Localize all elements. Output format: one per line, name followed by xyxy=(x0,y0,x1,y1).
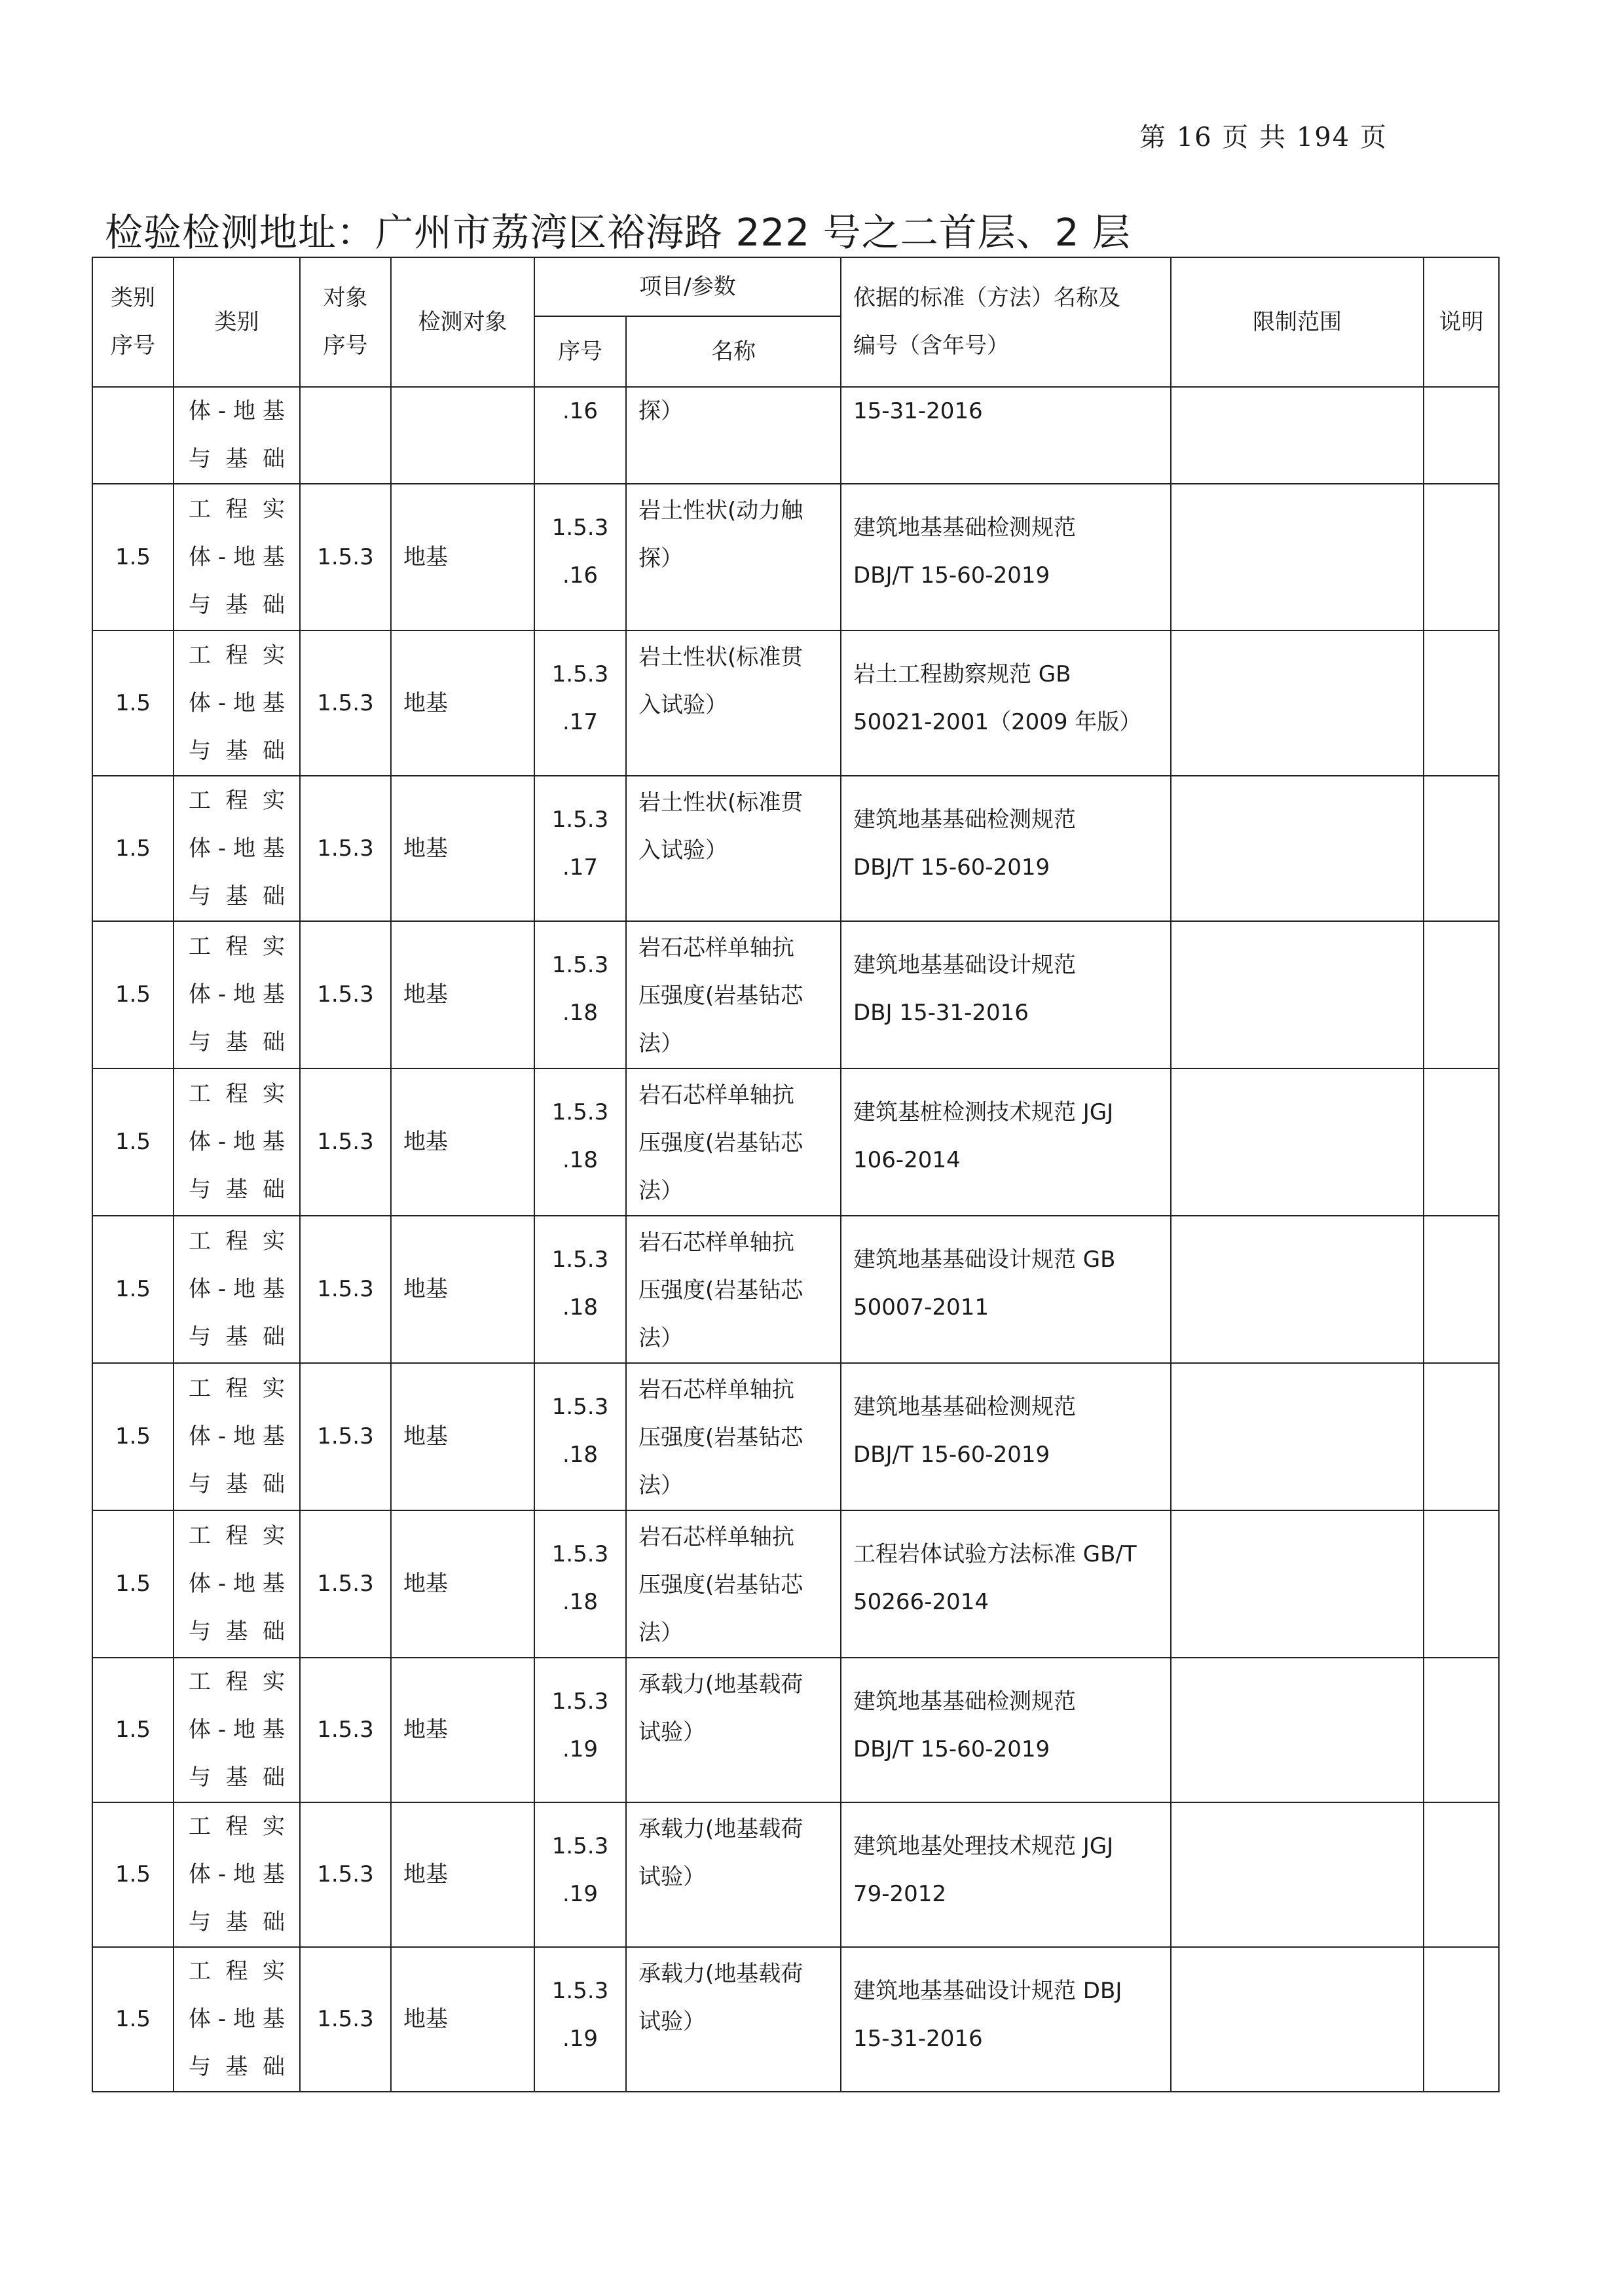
cell-cat-no: 1.5 xyxy=(92,776,174,921)
cell-note xyxy=(1424,1658,1499,1802)
cell-item-no: 1.5.3 .19 xyxy=(534,1947,626,2092)
cell-standard: 建筑地基基础检测规范 DBJ/T 15-60-2019 xyxy=(841,776,1171,921)
cell-category: 工 程 实 体-地基 与基础 xyxy=(174,1363,300,1510)
cell-item-no: 1.5.3 .18 xyxy=(534,1216,626,1363)
cell-note xyxy=(1424,1216,1499,1363)
table-row xyxy=(92,921,1499,1068)
cell-item-no: 1.5.3 .18 xyxy=(534,1068,626,1216)
table-row xyxy=(92,1510,1499,1658)
cell-limit xyxy=(1171,1947,1424,2092)
cell-obj-no xyxy=(300,387,391,484)
cell-note xyxy=(1424,921,1499,1068)
cell-item-no: 1.5.3 .18 xyxy=(534,1510,626,1658)
cell-object: 地基 xyxy=(391,1510,534,1658)
cell-cat-no: 1.5 xyxy=(92,630,174,776)
header-standard: 依据的标准（方法）名称及 编号（含年号） xyxy=(841,257,1171,387)
cell-standard: 岩土工程勘察规范 GB 50021-2001（2009 年版） xyxy=(841,630,1171,776)
header-object-no: 对象 序号 xyxy=(300,257,391,387)
cell-limit xyxy=(1171,776,1424,921)
cell-category: 工 程 实 体-地基 与基础 xyxy=(174,1658,300,1802)
cell-standard: 建筑地基基础检测规范 DBJ/T 15-60-2019 xyxy=(841,1658,1171,1802)
cell-category: 工 程 实 体-地基 与基础 xyxy=(174,630,300,776)
table-row xyxy=(92,630,1499,776)
cell-note xyxy=(1424,484,1499,630)
cell-standard: 建筑地基处理技术规范 JGJ 79-2012 xyxy=(841,1802,1171,1947)
header-limit: 限制范围 xyxy=(1171,257,1424,387)
cell-cat-no: 1.5 xyxy=(92,1068,174,1216)
cell-note xyxy=(1424,1802,1499,1947)
cell-limit xyxy=(1171,1068,1424,1216)
cell-item-name: 岩石芯样单轴抗 压强度(岩基钻芯 法） xyxy=(626,1510,841,1658)
cell-category: 工 程 实 体-地基 与基础 xyxy=(174,1802,300,1947)
table-row xyxy=(92,484,1499,630)
cell-cat-no: 1.5 xyxy=(92,1363,174,1510)
cell-category: 工 程 实 体-地基 与基础 xyxy=(174,1947,300,2092)
header-item-name: 名称 xyxy=(626,316,841,387)
table-body xyxy=(92,387,1499,2092)
cell-standard: 建筑地基基础检测规范 DBJ/T 15-60-2019 xyxy=(841,484,1171,630)
cell-limit xyxy=(1171,1363,1424,1510)
cell-obj-no: 1.5.3 xyxy=(300,1216,391,1363)
testing-address: 检验检测地址：广州市荔湾区裕海路 222 号之二首层、2 层 xyxy=(105,210,1131,255)
cell-object: 地基 xyxy=(391,1947,534,2092)
cell-cat-no: 1.5 xyxy=(92,1510,174,1658)
header-category: 类别 xyxy=(174,257,300,387)
cell-category: 工 程 实 体-地基 与基础 xyxy=(174,776,300,921)
cell-item-name: 承载力(地基载荷 试验） xyxy=(626,1802,841,1947)
cell-object: 地基 xyxy=(391,630,534,776)
cell-item-no: 1.5.3 .19 xyxy=(534,1658,626,1802)
cell-cat-no: 1.5 xyxy=(92,921,174,1068)
table-row xyxy=(92,1216,1499,1363)
cell-limit xyxy=(1171,484,1424,630)
table-row xyxy=(92,1802,1499,1947)
cell-category: 工 程 实 体-地基 与基础 xyxy=(174,1510,300,1658)
cell-object xyxy=(391,387,534,484)
cell-note xyxy=(1424,1068,1499,1216)
cell-limit xyxy=(1171,1658,1424,1802)
cell-note xyxy=(1424,1947,1499,2092)
cell-item-name: 岩土性状(标准贯 入试验） xyxy=(626,630,841,776)
cell-note xyxy=(1424,1510,1499,1658)
cell-note xyxy=(1424,387,1499,484)
page-number: 第 16 页 共 194 页 xyxy=(1139,122,1388,153)
accreditation-table xyxy=(92,257,1500,2092)
cell-standard: 15-31-2016 xyxy=(841,387,1171,484)
cell-standard: 建筑地基基础检测规范 DBJ/T 15-60-2019 xyxy=(841,1363,1171,1510)
cell-obj-no: 1.5.3 xyxy=(300,921,391,1068)
cell-object: 地基 xyxy=(391,1363,534,1510)
cell-cat-no: 1.5 xyxy=(92,1216,174,1363)
cell-item-no: .16 xyxy=(534,387,626,484)
cell-limit xyxy=(1171,921,1424,1068)
cell-standard: 工程岩体试验方法标准 GB/T 50266-2014 xyxy=(841,1510,1171,1658)
cell-cat-no xyxy=(92,387,174,484)
cell-item-name: 岩土性状(动力触 探） xyxy=(626,484,841,630)
cell-object: 地基 xyxy=(391,1216,534,1363)
cell-item-no: 1.5.3 .16 xyxy=(534,484,626,630)
cell-obj-no: 1.5.3 xyxy=(300,1947,391,2092)
cell-object: 地基 xyxy=(391,776,534,921)
table-row xyxy=(92,1363,1499,1510)
cell-item-name: 岩石芯样单轴抗 压强度(岩基钻芯 法） xyxy=(626,1068,841,1216)
table-row xyxy=(92,1947,1499,2092)
table-header xyxy=(92,257,1499,387)
cell-item-name: 承载力(地基载荷 试验） xyxy=(626,1947,841,2092)
cell-obj-no: 1.5.3 xyxy=(300,776,391,921)
cell-item-no: 1.5.3 .17 xyxy=(534,630,626,776)
cell-obj-no: 1.5.3 xyxy=(300,1068,391,1216)
cell-obj-no: 1.5.3 xyxy=(300,1363,391,1510)
cell-category: 工 程 实 体-地基 与基础 xyxy=(174,484,300,630)
header-object: 检测对象 xyxy=(391,257,534,387)
cell-limit xyxy=(1171,1216,1424,1363)
cell-category: 工 程 实 体-地基 与基础 xyxy=(174,921,300,1068)
cell-standard: 建筑地基基础设计规范 DBJ 15-31-2016 xyxy=(841,921,1171,1068)
cell-obj-no: 1.5.3 xyxy=(300,1658,391,1802)
cell-obj-no: 1.5.3 xyxy=(300,1802,391,1947)
cell-object: 地基 xyxy=(391,1658,534,1802)
cell-item-no: 1.5.3 .18 xyxy=(534,1363,626,1510)
header-category-no: 类别 序号 xyxy=(92,257,174,387)
cell-item-name: 岩石芯样单轴抗 压强度(岩基钻芯 法） xyxy=(626,1216,841,1363)
cell-category: 工 程 实 体-地基 与基础 xyxy=(174,1216,300,1363)
table-row xyxy=(92,1068,1499,1216)
cell-limit xyxy=(1171,1510,1424,1658)
cell-item-name: 岩土性状(标准贯 入试验） xyxy=(626,776,841,921)
cell-cat-no: 1.5 xyxy=(92,1658,174,1802)
cell-obj-no: 1.5.3 xyxy=(300,630,391,776)
cell-object: 地基 xyxy=(391,484,534,630)
header-note: 说明 xyxy=(1424,257,1499,387)
cell-obj-no: 1.5.3 xyxy=(300,1510,391,1658)
cell-item-name: 岩石芯样单轴抗 压强度(岩基钻芯 法） xyxy=(626,921,841,1068)
cell-item-name: 承载力(地基载荷 试验） xyxy=(626,1658,841,1802)
cell-limit xyxy=(1171,1802,1424,1947)
cell-item-no: 1.5.3 .18 xyxy=(534,921,626,1068)
cell-item-no: 1.5.3 .19 xyxy=(534,1802,626,1947)
cell-object: 地基 xyxy=(391,1068,534,1216)
cell-cat-no: 1.5 xyxy=(92,1947,174,2092)
cell-object: 地基 xyxy=(391,1802,534,1947)
cell-standard: 建筑地基基础设计规范 DBJ 15-31-2016 xyxy=(841,1947,1171,2092)
cell-cat-no: 1.5 xyxy=(92,1802,174,1947)
cell-item-name: 探） xyxy=(626,387,841,484)
cell-item-no: 1.5.3 .17 xyxy=(534,776,626,921)
cell-item-name: 岩石芯样单轴抗 压强度(岩基钻芯 法） xyxy=(626,1363,841,1510)
cell-object: 地基 xyxy=(391,921,534,1068)
table-row xyxy=(92,776,1499,921)
cell-limit xyxy=(1171,387,1424,484)
cell-category: 工 程 实 体-地基 与基础 xyxy=(174,1068,300,1216)
cell-standard: 建筑基桩检测技术规范 JGJ 106-2014 xyxy=(841,1068,1171,1216)
cell-note xyxy=(1424,776,1499,921)
cell-cat-no: 1.5 xyxy=(92,484,174,630)
cell-obj-no: 1.5.3 xyxy=(300,484,391,630)
header-item-group: 项目/参数 xyxy=(534,257,841,316)
table-row xyxy=(92,1658,1499,1802)
cell-standard: 建筑地基基础设计规范 GB 50007-2011 xyxy=(841,1216,1171,1363)
cell-note xyxy=(1424,1363,1499,1510)
cell-note xyxy=(1424,630,1499,776)
cell-limit xyxy=(1171,630,1424,776)
cell-category: 体-地基 与基础 xyxy=(174,387,300,484)
header-item-no: 序号 xyxy=(534,316,626,387)
table-row-continuation xyxy=(92,387,1499,484)
